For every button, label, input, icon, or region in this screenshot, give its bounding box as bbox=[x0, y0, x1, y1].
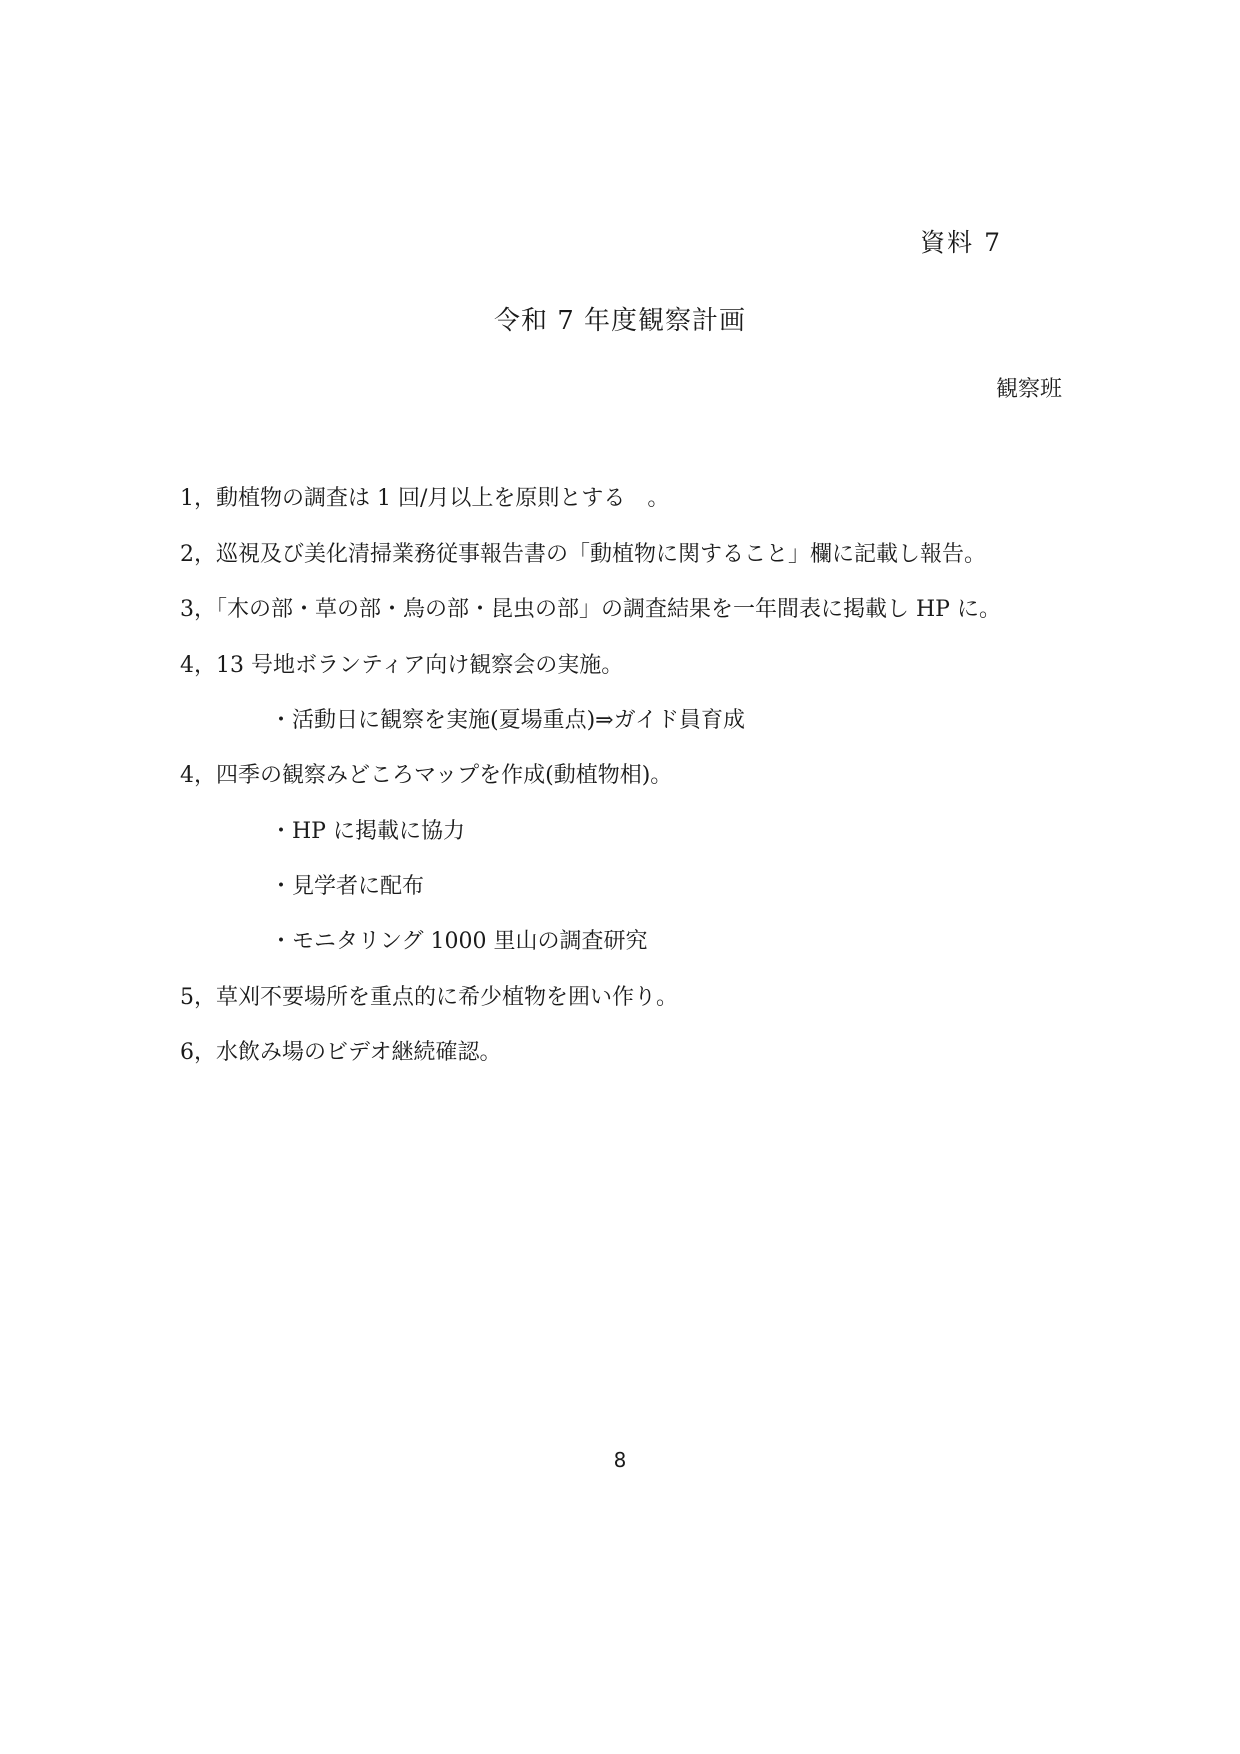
plan-item-4b: 4，四季の観察みどころマップを作成(動植物相)。 bbox=[180, 763, 673, 788]
plan-subitem-4b-1: ・HP に掲載に協力 bbox=[270, 819, 465, 844]
page-number: 8 bbox=[613, 1448, 627, 1472]
plan-item-6: 6，水飲み場のビデオ継続確認。 bbox=[180, 1040, 502, 1065]
plan-item-3: 3，「木の部・草の部・鳥の部・昆虫の部」の調査結果を一年間表に掲載し HP に。 bbox=[180, 597, 1001, 622]
plan-item-4: 4，13 号地ボランティア向け観察会の実施。 bbox=[180, 653, 624, 678]
document-label: 資料 7 bbox=[920, 228, 1002, 257]
document-title: 令和 7 年度観察計画 bbox=[493, 306, 747, 336]
plan-item-5: 5，草刈不要場所を重点的に希少植物を囲い作り。 bbox=[180, 985, 678, 1010]
plan-subitem-4-1: ・活動日に観察を実施(夏場重点)⇒ガイド員育成 bbox=[270, 708, 745, 733]
plan-item-2: 2，巡視及び美化清掃業務従事報告書の「動植物に関すること」欄に記載し報告。 bbox=[180, 542, 986, 567]
plan-subitem-4b-3: ・モニタリング 1000 里山の調査研究 bbox=[270, 929, 648, 954]
plan-item-1: 1，動植物の調査は 1 回/月以上を原則とする 。 bbox=[180, 486, 670, 511]
author-group: 観察班 bbox=[995, 377, 1062, 402]
plan-subitem-4b-2: ・見学者に配布 bbox=[270, 874, 425, 899]
